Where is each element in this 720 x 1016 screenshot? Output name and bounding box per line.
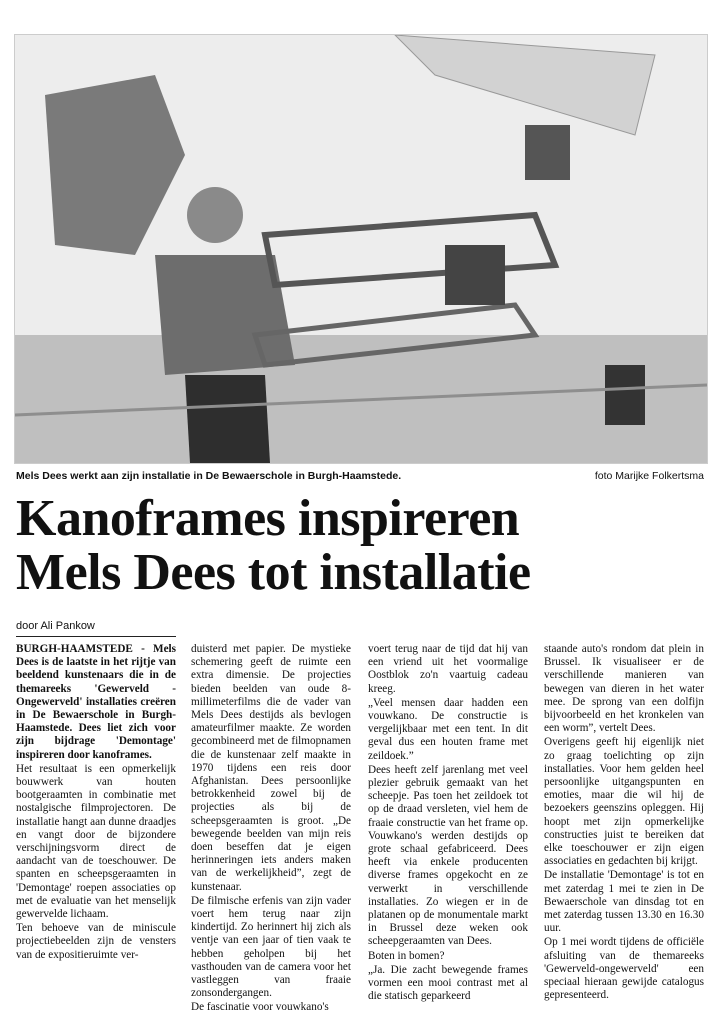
body-paragraph: Dees heeft zelf jarenlang met veel plezier gebruik gemaakt van het scheepje. Pas toen het zeildoek tot op de draad versleten, viel hem de fraaie constructie van het frame op. Vouwkano's werden destijds op grote schaal gefabriceerd. Dees heeft via enkele producenten diverse frames opgekocht en ze verwerkt in verschillende installaties. Zo wiegen er in de platanen op de monumentale markt in Brussel deze weken ook scheepgeraamten van Dees. [368, 763, 528, 948]
body-paragraph: staande auto's rondom dat plein in Brussel. Ik visualiseer er de verschillende manieren van bewegen van dieren in het water mee. De sprong van een dolfijn bijvoorbeeld en het kronkelen van een worm”, vertelt Dees. [544, 643, 704, 735]
article-column-3 [368, 643, 528, 1004]
article-column-4 [544, 643, 704, 1003]
body-paragraph: voert terug naar de tijd dat hij van een vriend uit het voormalige Oostblok zo'n vaartuig cadeau kreeg. [368, 643, 528, 695]
lead-paragraph: BURGH-HAAMSTEDE - Mels Dees is de laatste in het rijtje van beeldend kunstenaars die in de themareeks 'Gewerveld - Ongewerveld' installaties creëren in De Bewaerschole in Burgh-Haamstede. Dees liet zich voor zijn bijdrage 'Demontage' inspireren door kanoframes. [16, 643, 176, 761]
photo-caption: Mels Dees werkt aan zijn installatie in De Bewaerschole in Burgh-Haamstede. [16, 470, 402, 482]
body-paragraph: Op 1 mei wordt tijdens de officiële afsluiting van de themareeks 'Gewerveld-ongewerveld' een speciaal hieraan gewijde catalogus gepresenteerd. [544, 936, 704, 1002]
body-paragraph: „Ja. Die zacht bewegende frames vormen een mooi contrast met al die statisch geparkeerd [368, 963, 528, 1003]
byline: door Ali Pankow [16, 620, 95, 632]
body-paragraph: Ten behoeve van de miniscule projectiebeelden zijn de vensters van de expositieruimte ver- [16, 922, 176, 961]
body-paragraph: Boten in bomen? [368, 949, 445, 962]
article-column-2 [191, 643, 351, 1016]
installation-photo [14, 34, 708, 464]
body-paragraph: „Veel mensen daar hadden een vouwkano. De constructie is vergelijkbaar met een tent. In dit geval dus een houten frame met zeildoek.” [368, 696, 528, 762]
body-paragraph: Het resultaat is een opmerkelijk bouwwerk van houten bootgeraamten in combinatie met nostalgische filmprojectoren. De installatie hangt aan dunne draadjes en vangt door de bijzondere verschijningsvorm direct de aandacht van de toeschouwer. De spanten en scheepsgeraamten in 'Demontage' roepen associaties op met de evaluatie van het menselijk gewervelde lichaam. [16, 762, 176, 921]
headline-line-1: Kanoframes inspireren [16, 490, 520, 547]
headline-line-2: Mels Dees tot installatie [16, 544, 531, 601]
body-paragraph: duisterd met papier. De mystieke schemering geeft de ruimte een extra dimensie. De projecties bieden beelden van oude 8-millimeterfilms die de vader van Mels Dees destijds als bevlogen amateurfilmer maakte. Ze worden gecombineerd met de filmopnamen die de kunstenaar zelf maakte in 1970 tijdens een reis door Afghanistan. Dees persoonlijke betrokkenheid zowel bij de projecties als bij de scheepsgeraamten is groot. „De bewegende beelden van mijn reis doen beseffen dat je eigen herinneringen iets anders maken van de werkelijkheid”, zegt de kunstenaar. [191, 643, 351, 893]
byline-divider [16, 636, 176, 637]
body-paragraph: De fascinatie voor vouwkano's [191, 1001, 329, 1014]
headline [16, 492, 706, 600]
photo-credit: foto Marijke Folkertsma [594, 470, 704, 482]
article-column-1 [16, 643, 176, 963]
photo-illustration [15, 35, 707, 463]
body-paragraph: De installatie 'Demontage' is tot en met zaterdag 1 mei te zien in De Bewaerschole van dinsdag tot en met zaterdag tussen 13.30 en 16.30 uur. [544, 869, 704, 935]
body-paragraph: De filmische erfenis van zijn vader voert hem terug naar zijn kindertijd. Zo herinnert hij zich als ventje van een jaar of tien vaak te hebben geholpen bij het vasthouden van de camera voor het vastleggen van fraaie zonsondergangen. [191, 894, 351, 1000]
body-paragraph: Overigens geeft hij eigenlijk niet zo graag toelichting op zijn installaties. Voor hem gelden heel persoonlijke uitgangspunten en emoties, maar die wil hij de bezoekers geenszins opleggen. Hij hoopt met zijn opmerkelijke constructies juist te bereiken dat elke toeschouwer er zijn eigen associaties en gedachten bij krijgt. [544, 736, 704, 868]
